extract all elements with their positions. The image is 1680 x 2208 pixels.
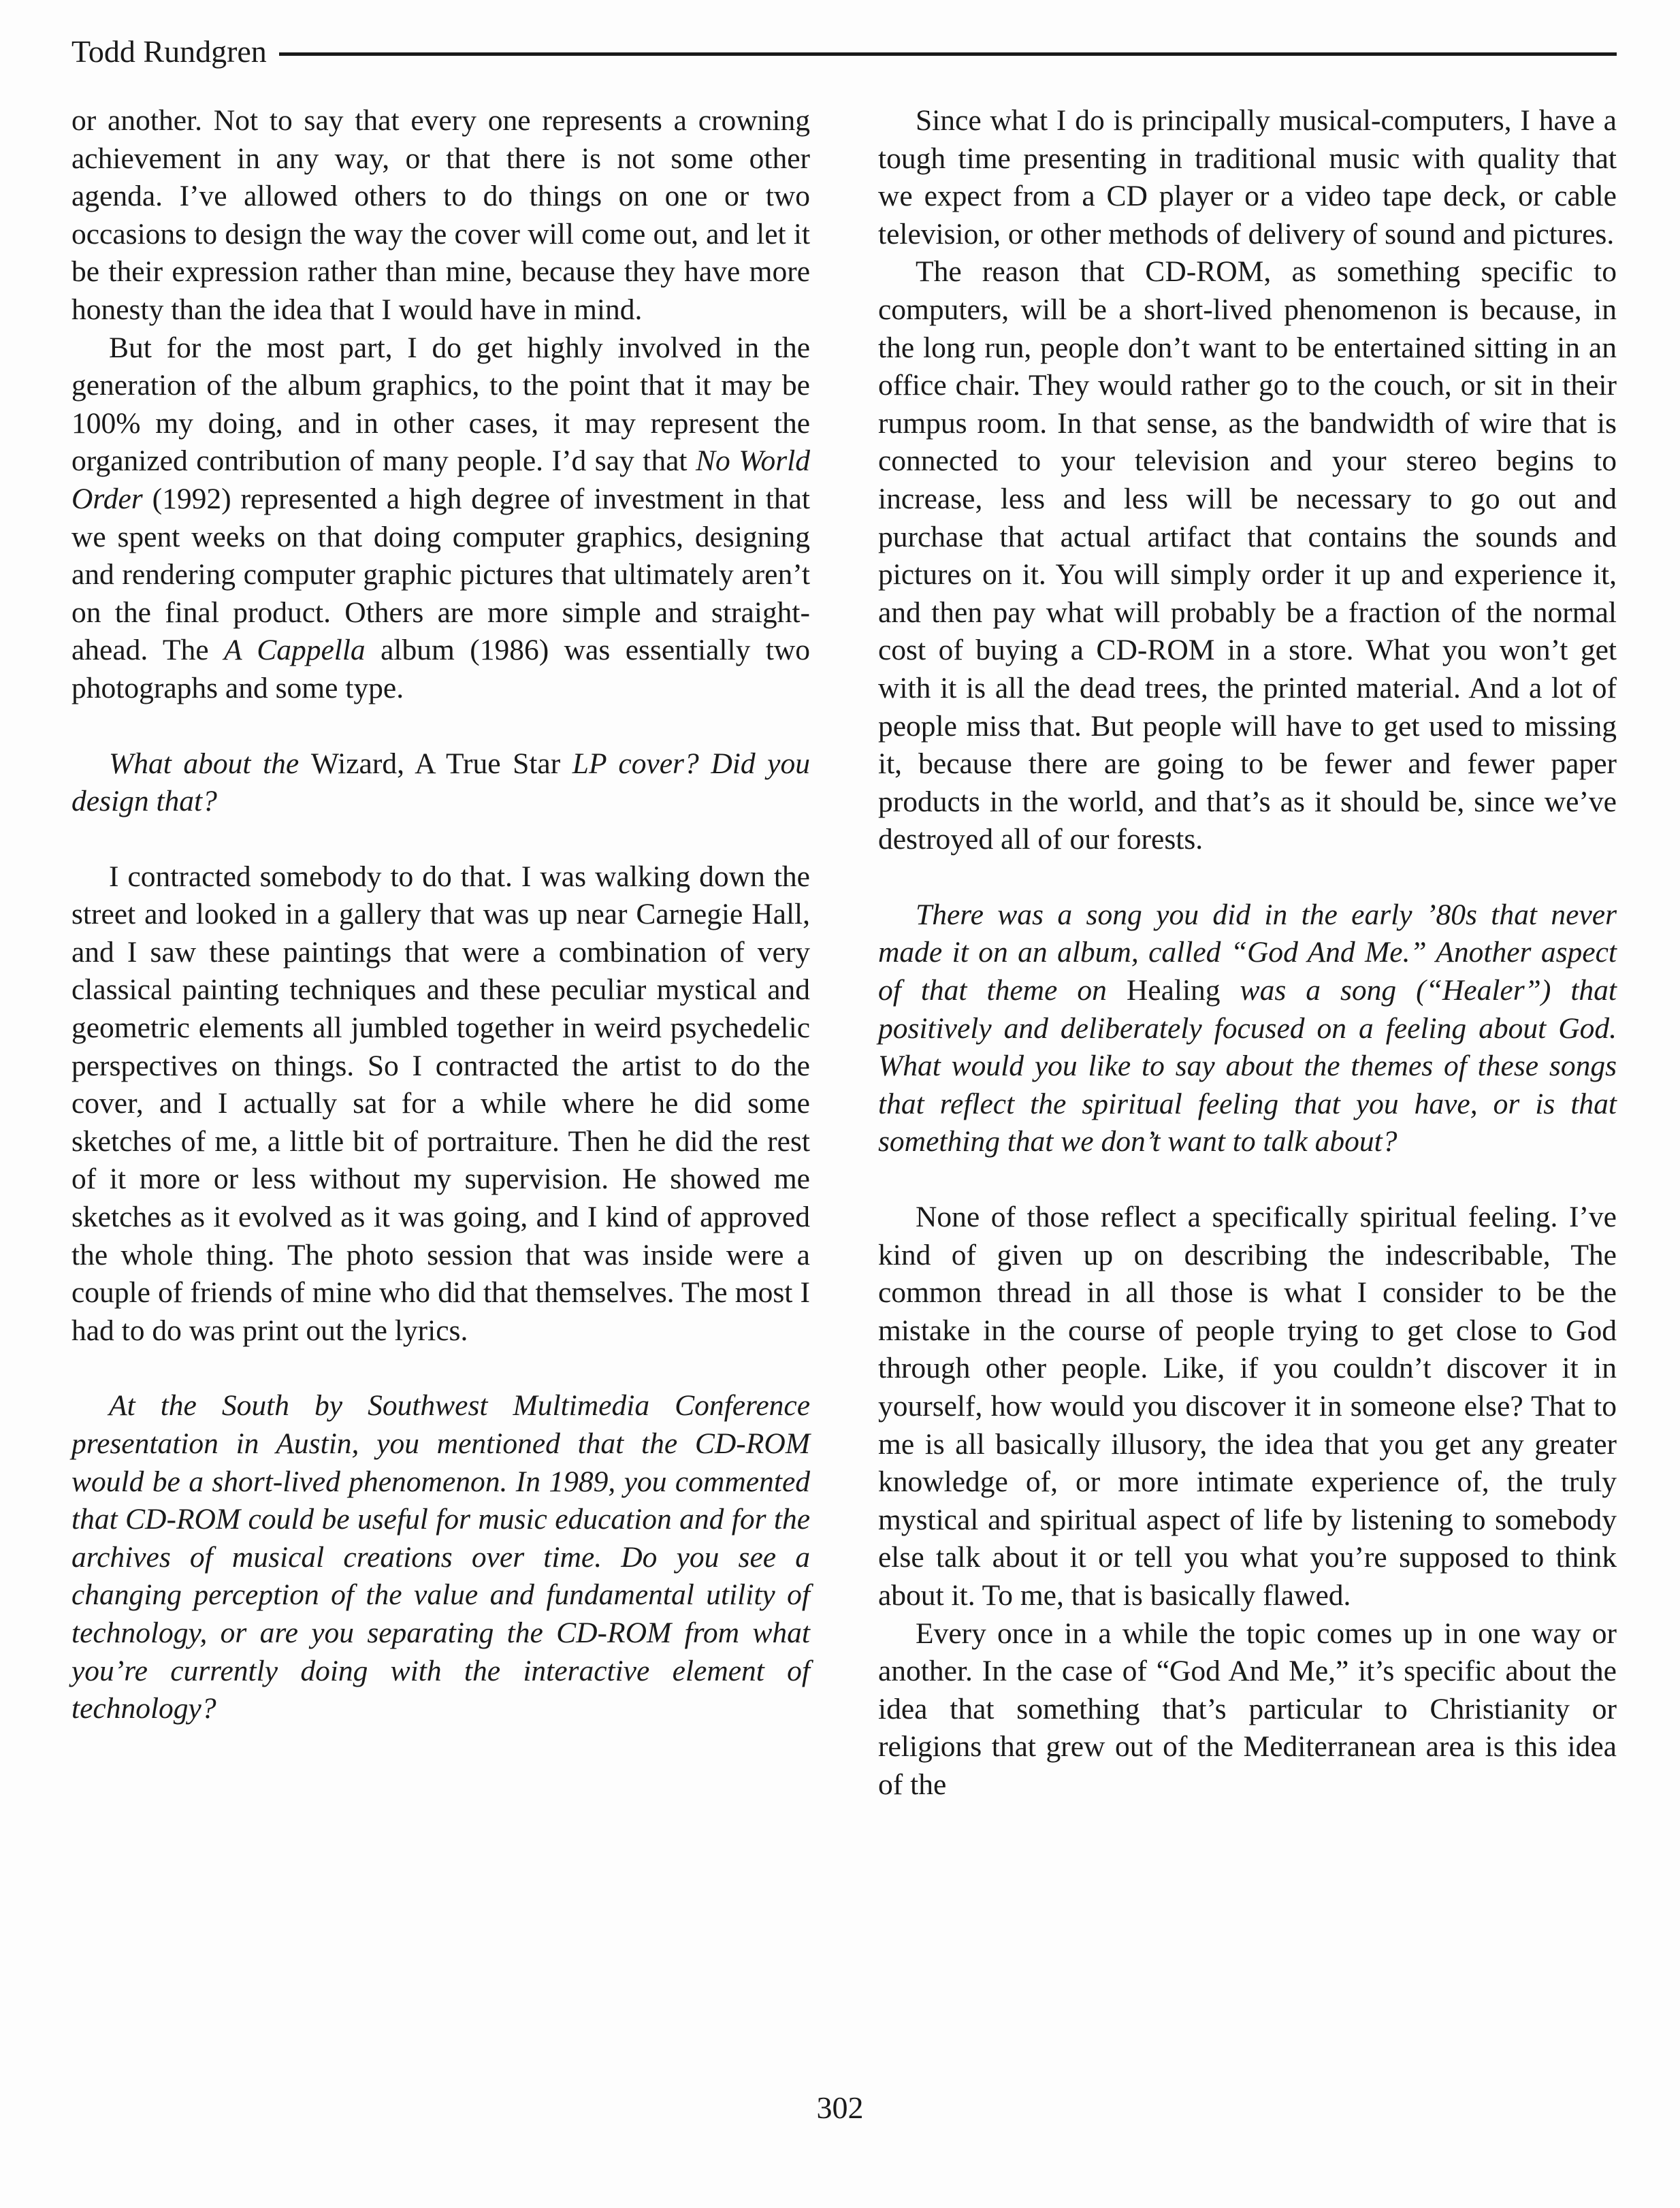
interview-answer [71, 102, 810, 329]
right-column [878, 102, 1617, 1804]
italic-text: LP cover? Did you design that? [71, 747, 810, 818]
interview-answer [878, 1615, 1617, 1804]
italic-text: No World Order [71, 444, 811, 515]
text-run: Wizard, A True Star [310, 747, 561, 780]
interview-answer [71, 858, 810, 1350]
text-run: Every once in a while the topic comes up in one way or another. In the case of “God And Me,” it’s specific about the idea that something that’s particular to Christianity or religions that grew out of the Mediterranean area is this idea of the [878, 1617, 1617, 1801]
interview-answer [878, 1199, 1617, 1615]
interview-question [71, 745, 810, 821]
text-run: album (1986) was essentially two photographs and some type. [71, 634, 810, 704]
interview-answer [878, 102, 1617, 253]
text-run: I contracted somebody to do that. I was walking down the street and looked in a gallery that was up near Carnegie Hall, and I saw these paintings that were a combination of very classical painting techniques and these peculiar mystical and geometric elements all jumbled together in weird psychedelic perspectives on things. So I contracted the artist to do the cover, and I actually sat for a while where he did some sketches of me, a little bit of portraiture. Then he did the rest of it more or less without my supervision. He showed me sketches as it evolved as it was going, and I kind of approved the whole thing. The photo session that was inside were a couple of friends of mine who did that themselves. The most I had to do was print out the lyrics. [71, 860, 810, 1347]
page-number: 302 [816, 2090, 864, 2125]
running-header [71, 27, 1617, 75]
italic-text: was a song (“Healer”) that positively and deliberately focused on a feeling about God. What would you like to say about the themes of these songs that reflect the spiritual feeling that you have, or is that something that we don’t want to talk about? [878, 974, 1617, 1158]
left-column [71, 102, 810, 1766]
italic-text: At the South by Southwest Multimedia Conference presentation in Austin, you mentioned that the CD-ROM would be a short-lived phenomenon. In 1989, you commented that CD-ROM could be useful for music education and for the archives of musical creations over time. Do you see a changing perception of the value and fundamental utility of technology, or are you separating the CD-ROM from what you’re currently doing with the interactive element of technology? [71, 1389, 810, 1725]
text-run: Since what I do is principally musical-computers, I have a tough time presenting in traditional music with quality that we expect from a CD player or a video tape deck, or cable television, or other methods of delivery of sound and pictures. [878, 104, 1617, 250]
text-run: (1992) represented a high degree of investment in that we spent weeks on that doing computer graphics, designing and rendering computer graphic pictures that ultimately aren’t on the final product. Others are more simple and straight-ahead. The [71, 482, 810, 667]
italic-text: There was a song you did in the early ’80s that never made it on an album, called “God And Me.” Another aspect of that theme on [878, 898, 1617, 1007]
running-header-title: Todd Rundgren [71, 33, 267, 69]
interview-question [878, 896, 1617, 1161]
interview-answer [71, 329, 810, 708]
text-run: The reason that CD-ROM, as something specific to computers, will be a short-lived phenomenon is because, in the long run, people don’t want to be entertained sitting in an office chair. They would rather go to the couch, or sit in their rumpus room. In that sense, as the bandwidth of wire that is connected to your television and your stereo begins to increase, less and less will be necessary to go out and purchase that actual artifact that contains the sounds and pictures on it. You will simply order it up and experience it, and then pay what will probably be a fraction of the normal cost of buying a CD-ROM in a store. What you won’t get with it is all the dead trees, the printed material. And a lot of people miss that. But people will have to get used to missing it, because there are going to be fewer and fewer paper products in the world, and that’s as it should be, since we’ve destroyed all of our forests. [878, 255, 1617, 856]
italic-text: A Cappella [223, 634, 366, 667]
text-run: None of those reflect a specifically spiritual feeling. I’ve kind of given up on describing the indescribable, The common thread in all those is what I consider to be the mistake in the course of people trying to get close to God through other people. Like, if you couldn’t discover it in yourself, how would you discover it in someone else? That to me is all basically illusory, the idea that you get any greater knowledge of, or more intimate experience of, the truly mystical and spiritual aspect of life by listening to somebody else talk about it or tell you what you’re supposed to think about it. To me, that is basically flawed. [878, 1201, 1617, 1612]
interview-answer [878, 253, 1617, 859]
text-run: But for the most part, I do get highly involved in the generation of the album graphics, to the point that it may be 100% my doing, and in other cases, it may represent the organized contribution of many people. I’d say that [71, 331, 810, 478]
text-run: Healing [1126, 974, 1221, 1007]
italic-text: What about the [109, 747, 311, 780]
text-run: or another. Not to say that every one represents a crowning achievement in any way, or that there is not some other agenda. I’ve allowed others to do things on one or two occasions to design the way the cover will come out, and let it be their expression rather than mine, because they have more honesty than the idea that I would have in mind. [71, 104, 810, 326]
header-rule [279, 52, 1617, 56]
interview-question [71, 1387, 810, 1727]
